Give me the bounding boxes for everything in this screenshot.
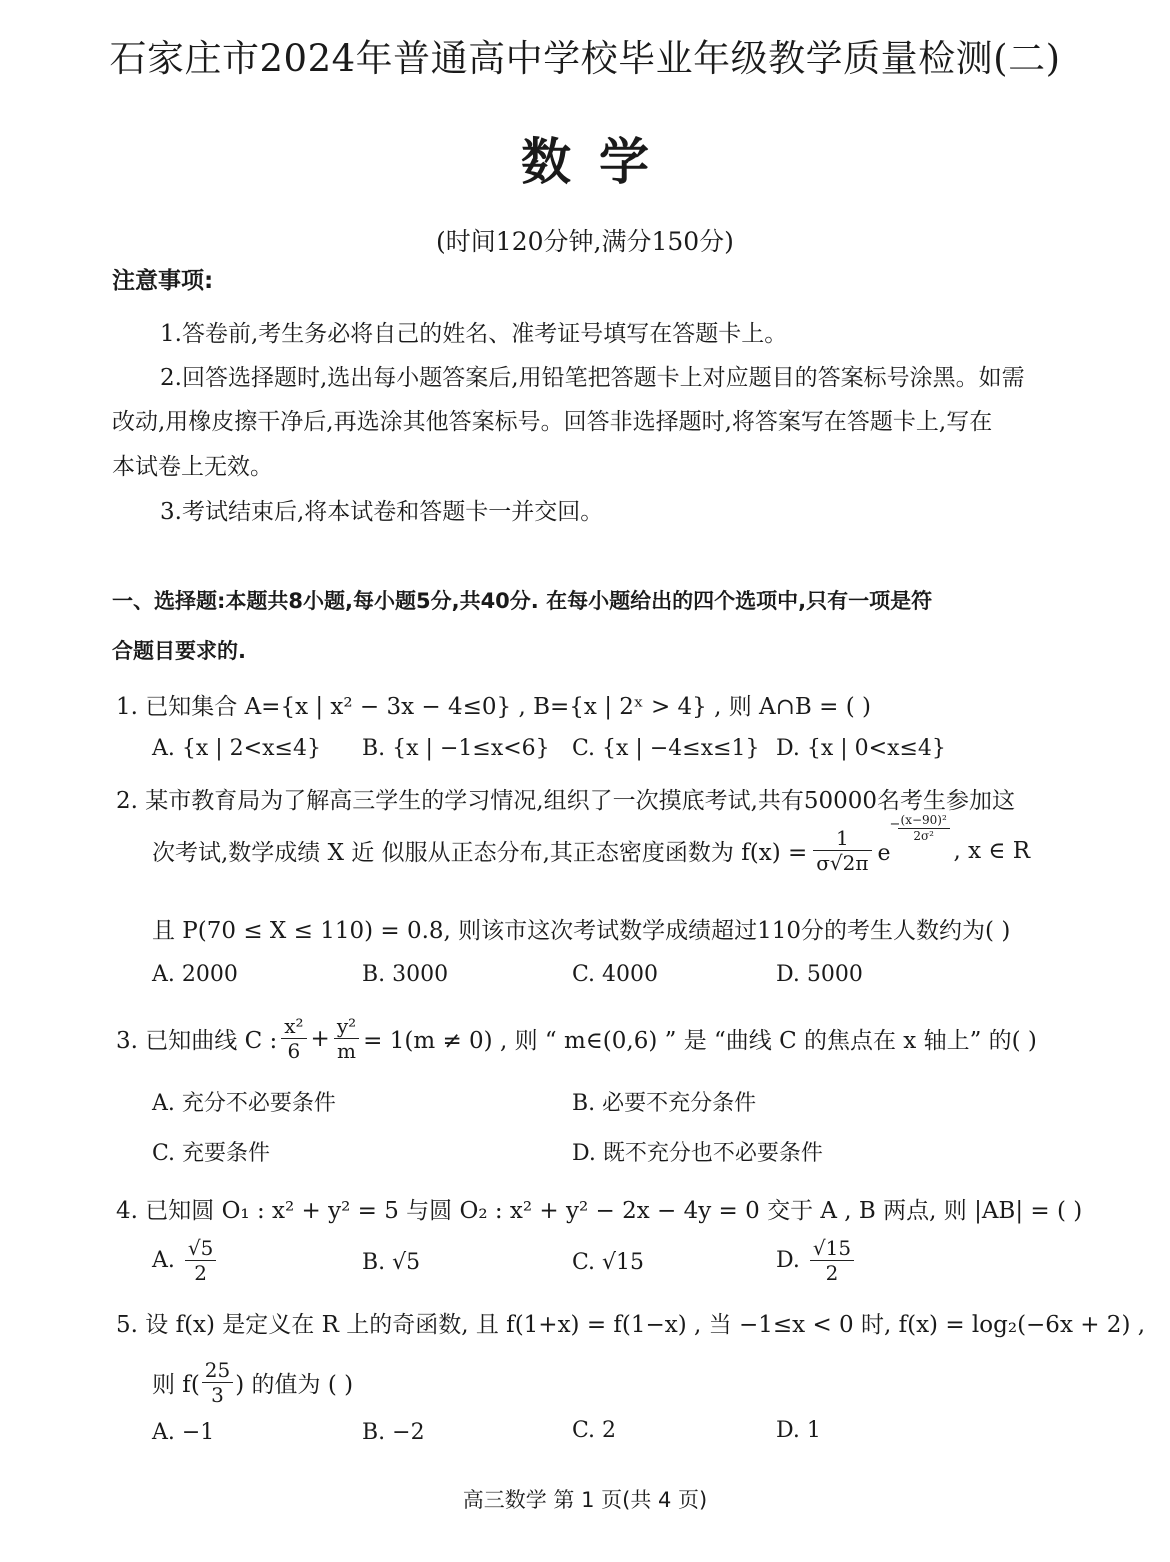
q2-domain: , x ∈ R (953, 837, 1031, 864)
q4-option-d (776, 1236, 854, 1285)
q2-exp-fraction (898, 813, 950, 844)
q2-frac-num: 1 (813, 826, 871, 851)
q5-option-b: B. −2 (362, 1420, 425, 1445)
q4-d-num: √15 (810, 1236, 854, 1261)
q5-frac-den: 3 (211, 1383, 224, 1407)
q4-option-b: B. √5 (362, 1250, 421, 1275)
q3-suffix: = 1(m ≠ 0) , 则 “ m∈(0,6) ” 是 “曲线 C 的焦点在 x 轴上” 的( ) (363, 1028, 1037, 1054)
q2-exp-num: (x−90)² (898, 813, 950, 829)
q4-option-d-fraction (810, 1236, 854, 1285)
q3-frac2-num: y² (334, 1014, 359, 1039)
q3-frac-x (281, 1014, 306, 1063)
q3-plus: + (310, 1025, 330, 1052)
q5-prefix: 则 f( (152, 1372, 200, 1398)
q1-option-c: C. {x | −4≤x≤1} (572, 736, 760, 761)
question-4: 4. 已知圆 O₁ : x² + y² = 5 与圆 O₂ : x² + y² − 2x − 4y = 0 交于 A , B 两点, 则 |AB| = ( ) (116, 1198, 1083, 1224)
notice-item-2-end: 本试卷上无效。 (112, 454, 273, 480)
question-2-line2 (152, 812, 1031, 875)
q4-d-den: 2 (825, 1261, 839, 1285)
section-heading (112, 576, 1062, 676)
q5-option-d: D. 1 (776, 1418, 821, 1443)
question-2-line3: 且 P(70 ≤ X ≤ 110) = 0.8, 则该市这次考试数学成绩超过110分的考生人数约为( ) (152, 918, 1011, 944)
q2-option-d: D. 5000 (776, 962, 863, 987)
q4-option-a (152, 1236, 216, 1285)
question-2-line1: 2. 某市教育局为了解高三学生的学习情况,组织了一次摸底考试,共有50000名考生参加这 (116, 788, 1016, 814)
q4-option-d-label: D. (776, 1248, 800, 1273)
notice-heading: 注意事项: (112, 268, 214, 294)
q2-exp-minus: − (889, 816, 901, 832)
question-5-line1: 5. 设 f(x) 是定义在 R 上的奇函数, 且 f(1+x) = f(1−x) , 当 −1≤x < 0 时, f(x) = log₂(−6x + 2) , (116, 1312, 1146, 1338)
notice-item-3: 3.考试结束后,将本试卷和答题卡一并交回。 (160, 499, 604, 525)
q3-option-c: C. 充要条件 (152, 1141, 271, 1166)
subject-title: 数学 (521, 132, 677, 191)
q2-exp-base: e (877, 840, 891, 866)
q2-density-fraction (813, 826, 871, 875)
q5-option-c: C. 2 (572, 1418, 617, 1443)
notice-item-1: 1.答卷前,考生务必将自己的姓名、准考证号填写在答题卡上。 (160, 321, 788, 347)
q5-fraction (202, 1358, 233, 1407)
question-3 (116, 1014, 1037, 1063)
q2-option-b: B. 3000 (362, 962, 449, 987)
q2-frac-den: σ√2π (816, 851, 869, 875)
q3-option-a: A. 充分不必要条件 (152, 1091, 336, 1116)
q1-option-d: D. {x | 0<x≤4} (776, 736, 946, 761)
q4-option-a-fraction (185, 1236, 216, 1285)
q2-option-c: C. 4000 (572, 962, 659, 987)
notice-item-2: 2.回答选择题时,选出每小题答案后,用铅笔把答题卡上对应题目的答案标号涂黑。如需 (160, 365, 1025, 391)
q4-a-den: 2 (194, 1261, 207, 1285)
q2-option-a: A. 2000 (152, 962, 238, 987)
q1-option-a: A. {x | 2<x≤4} (152, 736, 321, 761)
q3-frac1-den: 6 (287, 1039, 301, 1063)
time-info: (时间120分钟,满分150分) (436, 227, 734, 256)
q5-frac-num: 25 (202, 1358, 233, 1383)
q4-option-c: C. √15 (572, 1250, 645, 1275)
page-footer: 高三数学 第 1 页(共 4 页) (462, 1488, 708, 1512)
q3-frac2-den: m (336, 1039, 356, 1063)
exam-title: 石家庄市2024年普通高中学校毕业年级教学质量检测(二) (109, 37, 1061, 80)
q5-option-a: A. −1 (152, 1420, 215, 1445)
q5-suffix: ) 的值为 ( ) (235, 1372, 354, 1398)
q4-option-a-label: A. (152, 1248, 175, 1273)
q3-option-b: B. 必要不充分条件 (572, 1091, 757, 1116)
q3-option-d: D. 既不充分也不必要条件 (572, 1141, 823, 1166)
question-5-line2 (152, 1358, 353, 1407)
q4-a-num: √5 (185, 1236, 216, 1261)
q3-frac1-num: x² (281, 1014, 306, 1039)
q3-prefix: 3. 已知曲线 C : (116, 1028, 278, 1054)
notice-item-2-cont: 改动,用橡皮擦干净后,再选涂其他答案标号。回答非选择题时,将答案写在答题卡上,写在 (112, 409, 993, 435)
section-heading-line2: 合题目要求的. (112, 639, 246, 663)
section-heading-line1: 一、选择题:本题共8小题,每小题5分,共40分. 在每小题给出的四个选项中,只有一项是符 (112, 589, 933, 613)
q2-density-text: 次考试,数学成绩 X 近 似服从正态分布,其正态密度函数为 f(x) = (152, 840, 808, 866)
q1-option-b: B. {x | −1≤x<6} (362, 736, 550, 761)
q2-exp-den: 2σ² (913, 828, 934, 843)
q3-frac-y (334, 1014, 359, 1063)
q2-exponential (877, 812, 948, 871)
question-1: 1. 已知集合 A={x | x² − 3x − 4≤0} , B={x | 2ˣ > 4} , 则 A∩B = ( ) (116, 694, 871, 720)
